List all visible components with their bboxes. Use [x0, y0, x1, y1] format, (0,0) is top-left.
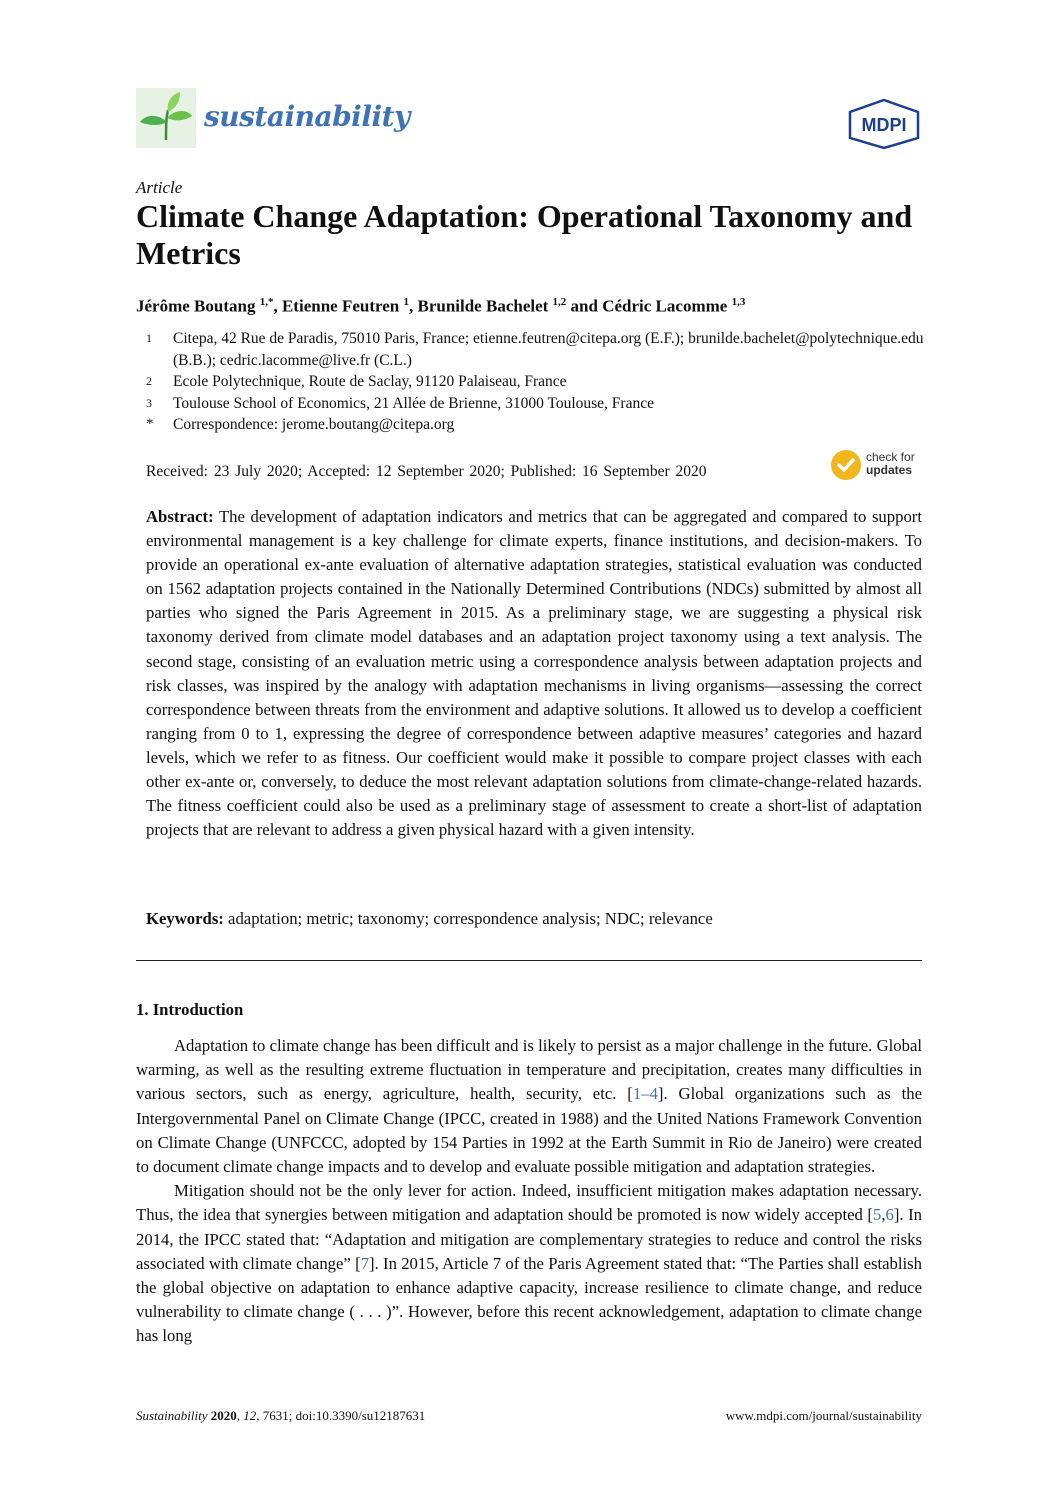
footer-year: 2020 [210, 1408, 237, 1423]
abstract-label: Abstract: [146, 507, 214, 526]
affiliation-row [136, 328, 926, 371]
affiliation-number: 1 [146, 331, 152, 345]
keywords-text: adaptation; metric; taxonomy; correspondence analysis; NDC; relevance [228, 909, 713, 928]
author-affiliation-mark: 1,3 [731, 296, 746, 308]
author-name: Jérôme Boutang [136, 296, 256, 316]
affiliations [136, 328, 926, 436]
paragraph-text: Adaptation to climate change has been difficult and is likely to persist as a major challenge in the future. Global warming, as well as the resulting extreme fluctuation in temperature and precipitation, creates many difficulties in various sectors, such as energy, agriculture, health, security, etc. [ [136, 1036, 922, 1104]
author-affiliation-mark: 1,* [259, 296, 274, 308]
affiliation-text: Ecole Polytechnique, Route de Saclay, 91120 Palaiseau, France [173, 373, 567, 390]
article-title: Climate Change Adaptation: Operational Taxonomy and Metrics [136, 198, 913, 271]
author-name: Cédric Lacomme [602, 296, 728, 316]
journal-name: sustainability [204, 100, 410, 133]
affiliation-row [136, 414, 926, 436]
mdpi-logo-icon [846, 98, 922, 150]
citation-separator: , [881, 1205, 886, 1225]
author-affiliation-mark: 1 [403, 296, 409, 308]
paragraph-text: ]. In 2014, the IPCC stated that: “Adaptation and mitigation are complementary strategies to reduce and control the risks associated with climate change” [ [136, 1205, 922, 1273]
citation-link[interactable]: 7 [360, 1253, 370, 1273]
abstract-text: The development of adaptation indicators and metrics that can be aggregated and compared to support environmental management is a key challenge for climate experts, finance institutions, and decision-makers. To provide an operational ex-ante evaluation of alternative adaptation strategies, statistical evaluation was conducted on 1562 adaptation projects contained in the Nationally Determined Contributions (NDCs) submitted by almost all parties who signed the Paris Agreement in 2015. As a preliminary stage, we are suggesting a physical risk taxonomy derived from climate model databases and an adaptation project taxonomy using a text analysis. The second stage, consisting of an evaluation metric using a correspondence analysis between adaptation projects and risk classes, was inspired by the analogy with adaptation mechanisms in living organisms—assessing the correct correspondence between threats from the environment and adaptive solutions. It allowed us to develop a coefficient ranging from 0 to 1, expressing the degree of correspondence between adaptive measures’ categories and hazard levels, which we refer to as fitness. Our coefficient would make it possible to compare project classes with each other ex-ante or, conversely, to deduce the most relevant adaptation solutions from climate-change-related hazards. The fitness coefficient could also be used as a preliminary stage of assessment to create a short-list of adaptation projects that are relevant to address a given physical hazard with a given intensity. [146, 507, 923, 840]
paragraph-text: Mitigation should not be the only lever for action. Indeed, insufficient mitigation makes adaptation necessary. Thus, the idea that synergies between mitigation and adaptation should be promoted is now widely accepted [ [136, 1181, 922, 1225]
author-list: Jérôme Boutang $^{1,*}$, Etienne Feutren $^1$, Brunilde Bachelet $^{1,2}$ and Cédric Lacomme $^{1,3}$ [136, 296, 746, 316]
footer-url[interactable]: www.mdpi.com/journal/sustainability [725, 1408, 922, 1423]
journal-logo-icon [136, 88, 196, 148]
section-divider [136, 960, 922, 961]
affiliation-text: Toulouse School of Economics, 21 Allée de Brienne, 31000 Toulouse, France [173, 394, 654, 412]
keywords [146, 909, 922, 929]
svg-text:MDPI: MDPI [861, 115, 907, 135]
keywords-label: Keywords: [146, 909, 224, 928]
paragraph-text: ]. In 2015, Article 7 of the Paris Agreement stated that: “The Parties shall establish the global objective on adaptation to enhance adaptive capacity, increase resilience to climate change, and reduce vulnerability to climate change ( . . . )”. However, before this recent acknowledgement, adaptation to climate change has long [136, 1253, 922, 1346]
intro-body [136, 1034, 922, 1349]
affiliation-row [136, 393, 926, 415]
article-type: Article [136, 178, 183, 197]
check-for-updates-icon[interactable] [830, 449, 862, 481]
author-affiliation-mark: 1,2 [552, 296, 567, 308]
affiliation-number: 2 [146, 374, 152, 388]
paragraph-text: ]. Global organizations such as the Intergovernmental Panel on Climate Change (IPCC, created in 1988) and the United Nations Framework Convention on Climate Change (UNFCCC, adopted by 154 Parties in 1992 at the Earth Summit in Rio de Janeiro) were created to document climate change impacts and to develop and evaluate possible mitigation and adaptation strategies. [136, 1084, 923, 1177]
citation-link[interactable]: 4 [649, 1084, 658, 1104]
footer-journal: Sustainability [136, 1408, 208, 1423]
citation-link[interactable]: 5 [872, 1205, 882, 1225]
footer-volume: 12 [243, 1408, 257, 1423]
abstract [146, 505, 922, 842]
footer-doi: , 7631; doi:10.3390/su12187631 [256, 1408, 426, 1423]
affiliation-row [136, 371, 926, 393]
publication-dates: Received: 23 July 2020; Accepted: 12 September 2020; Published: 16 September 2020 [146, 463, 707, 480]
correspondence-text: Correspondence: jerome.boutang@citepa.org [173, 416, 455, 433]
affiliation-text: Citepa, 42 Rue de Paradis, 75010 Paris, France; etienne.feutren@citepa.org (E.F.); brunilde.bachelet@polytechnique.edu (B.B.); cedric.lacomme@live.fr (C.L.) [173, 330, 924, 369]
paragraph [136, 1179, 922, 1348]
author-name: Brunilde Bachelet [417, 296, 549, 316]
paragraph [136, 1034, 922, 1179]
footer-citation: Sustainability 2020, 12, 7631; doi:10.3390/su12187631 [136, 1408, 426, 1423]
author-name: Etienne Feutren [281, 296, 400, 316]
citation-link[interactable]: 6 [885, 1205, 894, 1225]
citation-link[interactable]: 1 [632, 1084, 642, 1104]
citation-dash: – [641, 1084, 650, 1104]
correspondence-mark: * [146, 416, 154, 432]
check-for-updates-link[interactable] [866, 451, 915, 477]
section-heading: 1. Introduction [136, 1000, 244, 1019]
check-for-updates-line2: updates [866, 463, 913, 477]
affiliation-number: 3 [146, 395, 152, 410]
check-for-updates-line1: check for [866, 450, 915, 464]
